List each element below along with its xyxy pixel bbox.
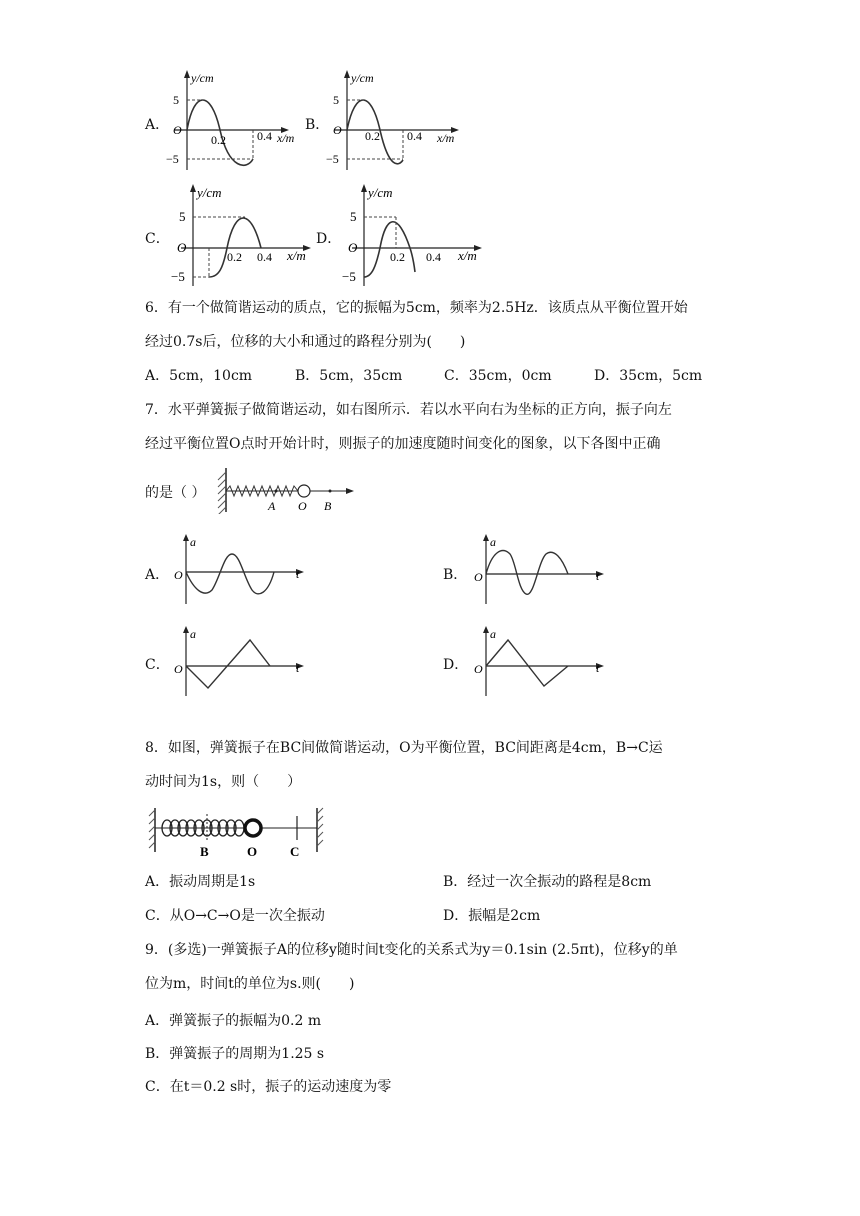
x-axis-label: x/m xyxy=(287,248,306,263)
t-axis-label: t xyxy=(596,661,600,675)
q7-graph-c xyxy=(170,624,320,698)
q5-graph-d xyxy=(336,182,486,288)
q8-stem-line2: 动时间为1s，则（ ） xyxy=(145,774,302,790)
a-axis-label: a xyxy=(490,535,496,549)
q6-option-a: A．5cm，10cm xyxy=(145,368,253,384)
t-axis-label: t xyxy=(596,569,600,583)
tick-5: 5 xyxy=(173,93,179,107)
q9-option-c: C．在t＝0.2 s时，振子的运动速度为零 xyxy=(145,1079,392,1095)
option-d-label: D． xyxy=(316,231,342,247)
point-b-label: B xyxy=(200,844,209,858)
q9-stem-line1: 9．(多选)一弹簧振子A的位移y随时间t变化的关系式为y＝0.1sin (2.5πt)，位移y的单 xyxy=(145,942,678,958)
y-axis-label: y/cm xyxy=(368,185,393,200)
q6-stem-line1: 6．有一个做简谐运动的质点，它的振幅为5cm，频率为2.5Hz．该质点从平衡位置开始 xyxy=(145,300,688,316)
tick-0.4: 0.4 xyxy=(407,129,422,143)
q6-stem-line2: 经过0.7s后，位移的大小和通过的路程分别为( ) xyxy=(145,334,466,350)
q5-graph-b xyxy=(325,68,465,172)
q7-stem-line3: 的是（ ） xyxy=(145,485,206,501)
point-b-label: B xyxy=(324,499,332,513)
point-c-label: C xyxy=(290,844,300,858)
q8-spring-oscillator-figure xyxy=(145,804,325,858)
tick-minus5: −5 xyxy=(166,152,179,166)
q8-option-b: B．经过一次全振动的路程是8cm xyxy=(443,874,652,890)
x-axis-label: x/m xyxy=(277,131,295,145)
option-c-label: C． xyxy=(145,231,170,247)
origin-label: O xyxy=(333,123,342,137)
q7-spring-oscillator-figure xyxy=(212,466,360,514)
point-a-label: A xyxy=(268,499,276,513)
q7-stem-line1: 7．水平弹簧振子做简谐运动，如右图所示．若以水平向右为坐标的正方向，振子向左 xyxy=(145,402,672,418)
origin-label: O xyxy=(174,662,183,676)
q5-graph-c xyxy=(165,182,315,288)
tick-5: 5 xyxy=(333,93,339,107)
y-axis-label: y/cm xyxy=(197,185,222,200)
q8-stem-line1: 8．如图，弹簧振子在BC间做简谐运动，O为平衡位置，BC间距离是4cm，B→C运 xyxy=(145,740,663,756)
q7-option-d-label: D． xyxy=(443,657,469,673)
q5-graph-a xyxy=(165,68,295,172)
point-o-label: O xyxy=(247,844,258,858)
q6-option-c: C．35cm，0cm xyxy=(444,368,552,384)
origin-label: O xyxy=(174,568,183,582)
q7-graph-b xyxy=(468,532,618,606)
q7-option-b-label: B． xyxy=(443,567,468,583)
origin-label: O xyxy=(474,570,483,584)
q9-option-b: B．弹簧振子的周期为1.25 s xyxy=(145,1046,325,1062)
tick-5: 5 xyxy=(350,209,357,224)
option-a-label: A． xyxy=(145,117,170,133)
tick-minus5: −5 xyxy=(326,152,339,166)
q7-option-a-label: A． xyxy=(145,567,170,583)
t-axis-label: t xyxy=(296,567,300,581)
tick-0.2: 0.2 xyxy=(365,129,380,143)
tick-0.4: 0.4 xyxy=(257,250,272,264)
origin-label: O xyxy=(348,240,358,255)
tick-0.2: 0.2 xyxy=(390,250,405,264)
q7-graph-d xyxy=(468,624,618,698)
option-b-label: B． xyxy=(305,117,330,133)
q9-option-a: A．弹簧振子的振幅为0.2 m xyxy=(145,1013,322,1029)
y-axis-label: y/cm xyxy=(191,71,214,85)
y-axis-label: y/cm xyxy=(351,71,374,85)
q8-option-d: D．振幅是2cm xyxy=(443,908,541,924)
x-axis-label: x/m xyxy=(458,248,477,263)
q7-graph-a xyxy=(170,532,320,606)
q7-stem-line2: 经过平衡位置O点时开始计时，则振子的加速度随时间变化的图象，以下各图中正确 xyxy=(145,436,661,452)
tick-0.2: 0.2 xyxy=(227,250,242,264)
tick-0.4: 0.4 xyxy=(257,129,272,143)
q6-option-b: B．5cm，35cm xyxy=(295,368,403,384)
tick-0.4: 0.4 xyxy=(426,250,441,264)
origin-label: O xyxy=(173,123,182,137)
origin-label: O xyxy=(177,240,187,255)
a-axis-label: a xyxy=(190,627,196,641)
tick-0.2: 0.2 xyxy=(211,133,226,147)
q8-option-a: A．振动周期是1s xyxy=(145,874,256,890)
q6-option-d: D．35cm，5cm xyxy=(594,368,703,384)
tick-5: 5 xyxy=(179,209,186,224)
point-o-label: O xyxy=(298,499,307,513)
t-axis-label: t xyxy=(296,661,300,675)
a-axis-label: a xyxy=(490,627,496,641)
a-axis-label: a xyxy=(190,535,196,549)
x-axis-label: x/m xyxy=(437,131,455,145)
q9-stem-line2: 位为m，时间t的单位为s.则( ) xyxy=(145,976,355,992)
origin-label: O xyxy=(474,662,483,676)
q8-option-c: C．从O→C→O是一次全振动 xyxy=(145,908,325,924)
tick-minus5: −5 xyxy=(171,269,185,284)
q7-option-c-label: C． xyxy=(145,657,170,673)
tick-minus5: −5 xyxy=(342,269,356,284)
